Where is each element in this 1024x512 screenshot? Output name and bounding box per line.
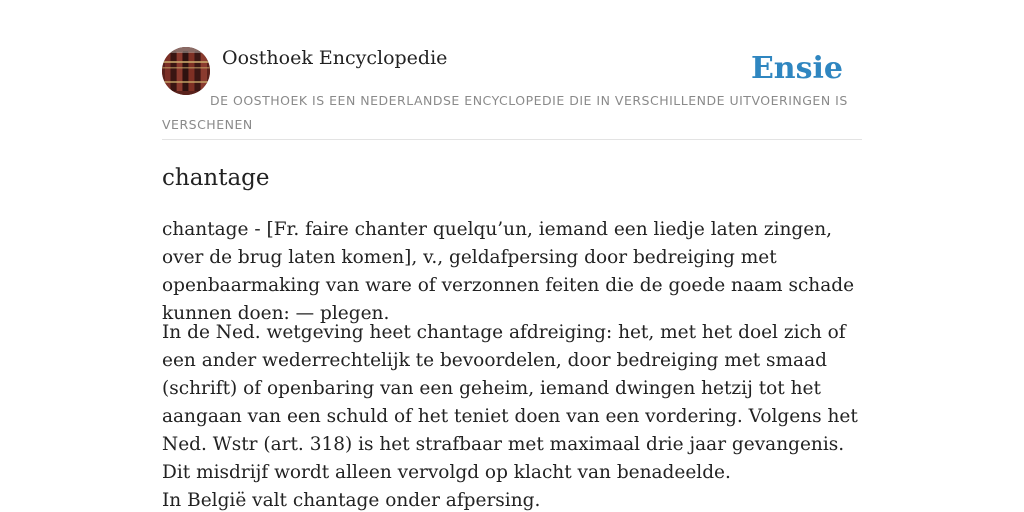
avatar[interactable] bbox=[162, 47, 210, 95]
article-paragraph-netherlands: In de Ned. wetgeving heet chantage afdreiging: het, met het doel zich of een ander wederrechtelijk te bevoordelen, door bedreiging met smaad (schrift) of openbaring van een geheim, iemand dwingen hetzij tot het aangaan van een schuld of het teniet doen van een vordering. Volgens het Ned. Wstr (art. 318) is het strafbaar met maximaal drie jaar gevangenis. Dit misdrijf wordt alleen vervolgd op klacht van benadeelde. bbox=[162, 322, 858, 483]
brand-logo[interactable]: Ensie bbox=[750, 51, 843, 86]
books-icon bbox=[162, 47, 210, 95]
article-paragraph-definition: chantage - [Fr. faire chanter quelqu’un, iemand een liedje laten zingen, over de brug laten komen], v., geldafpersing door bedreiging met openbaarmaking van ware of verzonnen feiten die de goede naam schade kunnen doen: — plegen. bbox=[162, 219, 855, 324]
site-tagline: DE OOSTHOEK IS EEN NEDERLANDSE ENCYCLOPEDIE DIE IN VERSCHILLENDE UITVOERINGEN IS VERSCHENEN bbox=[162, 93, 848, 132]
page bbox=[162, 0, 862, 512]
site-name[interactable]: Oosthoek Encyclopedie bbox=[222, 47, 448, 69]
article-paragraph-law bbox=[162, 319, 862, 512]
article-paragraph-belgium: In België valt chantage onder afpersing. bbox=[162, 490, 541, 511]
page-title: chantage bbox=[162, 165, 270, 191]
header-divider bbox=[162, 139, 862, 140]
